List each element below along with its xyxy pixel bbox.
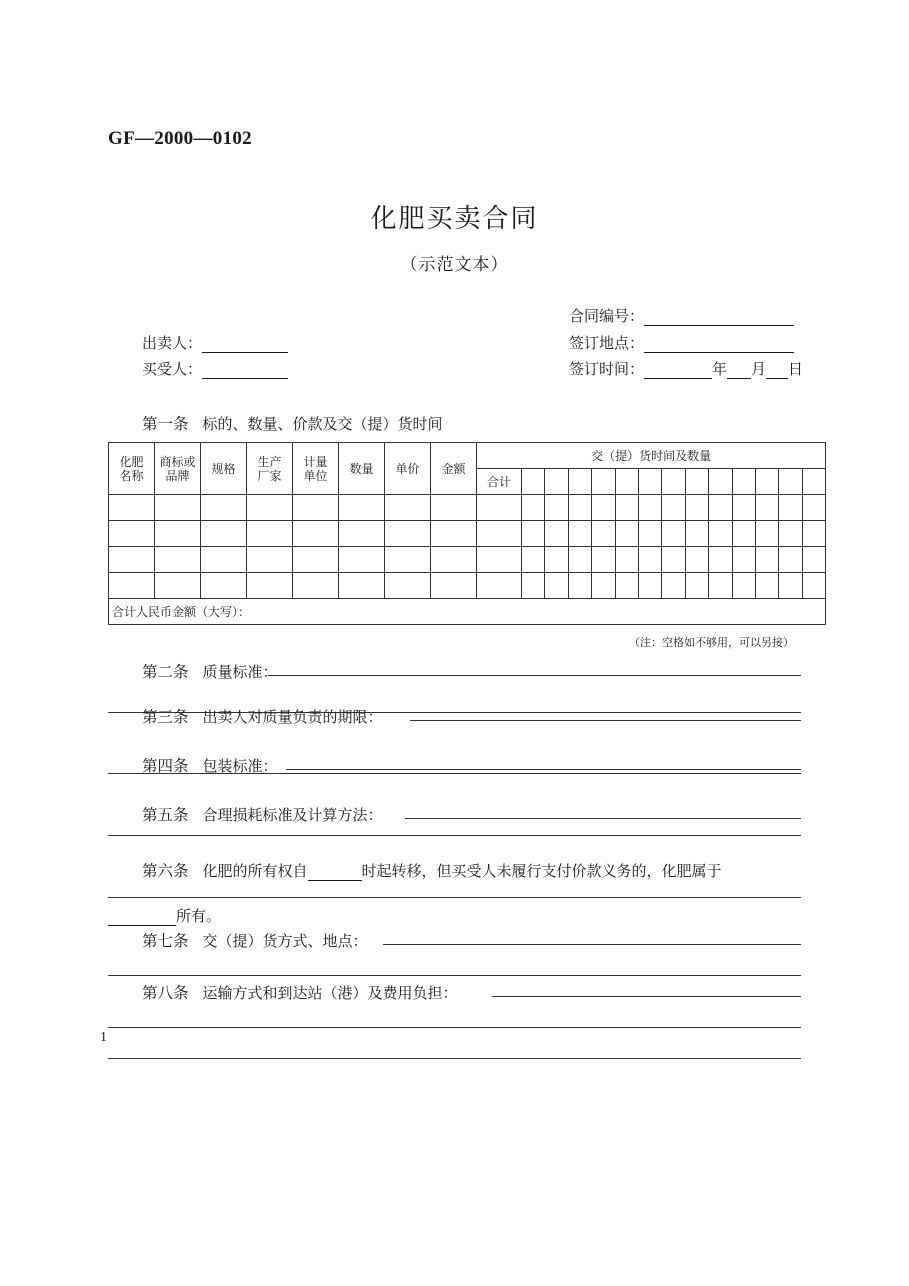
rule-line: [108, 835, 801, 836]
sign-time-field: [569, 358, 803, 379]
rule-line: [108, 773, 801, 774]
page-number: 1: [100, 1030, 107, 1045]
article-6-blank-time: [308, 868, 362, 881]
article-6-cont: 所有。: [108, 905, 221, 926]
article-6-blank-owner: [108, 913, 176, 926]
document-subtitle: （示范文本）: [400, 255, 509, 275]
table-header-row: [109, 443, 826, 469]
table-row: [109, 547, 826, 573]
year-blank: [644, 362, 712, 379]
header-unit: 计量 单位: [293, 443, 339, 495]
header-quantity: 数量: [339, 443, 385, 495]
rule-line: [108, 975, 801, 976]
rule-line: [108, 1058, 801, 1059]
article-7-blank: [383, 944, 801, 945]
article-3-blank: [410, 720, 801, 721]
month-label: 月: [751, 360, 767, 378]
table-total-row: [109, 599, 826, 625]
article-4-blank: [286, 769, 801, 770]
rule-line: [108, 897, 801, 898]
header-subtotal: 合计: [477, 469, 522, 495]
year-label: 年: [712, 360, 728, 378]
article-3: 第三条 出卖人对质量负责的期限：: [142, 708, 383, 726]
header-brand: 商标或 品牌: [155, 443, 201, 495]
article-8: 第八条 运输方式和到达站（港）及费用负担：: [142, 984, 458, 1002]
article-7: 第七条 交（提）货方式、地点：: [142, 932, 368, 950]
day-label: 日: [788, 360, 804, 378]
contract-no-blank: [644, 309, 794, 326]
day-blank: [766, 362, 788, 379]
article-2: 第二条 质量标准：: [142, 663, 278, 681]
table-note: （注：空格如不够用，可以另接）: [629, 636, 794, 649]
header-name: 化肥 名称: [109, 443, 155, 495]
sign-place-blank: [644, 336, 794, 353]
header-delivery: 交（提）货时间及数量: [477, 443, 826, 469]
article-1-num: 第一条: [142, 415, 189, 433]
buyer-field: [142, 358, 288, 379]
header-amount: 金额: [431, 443, 477, 495]
article-4: 第四条 包装标准：: [142, 757, 278, 775]
rule-line: [108, 1027, 801, 1028]
article-6: 第六条 化肥的所有权自 时起转移，但买受人未履行支付价款义务的，化肥属于: [142, 862, 722, 880]
header-manufacturer: 生产 厂家: [247, 443, 293, 495]
contract-no-field: [569, 305, 794, 326]
header-spec: 规格: [201, 443, 247, 495]
seller-field: [142, 332, 288, 353]
article-1-text: 标的、数量、价款及交（提）货时间: [202, 415, 443, 433]
buyer-blank: [202, 362, 288, 379]
document-title: 化肥买卖合同: [370, 204, 539, 234]
table-row: [109, 573, 826, 599]
header-unit-price: 单价: [385, 443, 431, 495]
article-5: 第五条 合理损耗标准及计算方法：: [142, 806, 383, 824]
table-row: [109, 495, 826, 521]
article-1: [142, 412, 443, 434]
total-amount-label: 合计人民币金额（大写）：: [109, 599, 826, 625]
document-code: GF—2000—0102: [108, 128, 252, 149]
sign-time-label: 签订时间：: [569, 360, 645, 378]
goods-table: [108, 442, 826, 625]
table-row: [109, 521, 826, 547]
article-2-blank: [268, 675, 801, 676]
sign-place-field: [569, 332, 794, 353]
article-8-blank: [492, 996, 801, 997]
month-blank: [727, 362, 751, 379]
seller-label: 出卖人：: [142, 334, 203, 352]
buyer-label: 买受人：: [142, 360, 203, 378]
seller-blank: [202, 336, 288, 353]
sign-place-label: 签订地点：: [569, 334, 645, 352]
contract-no-label: 合同编号：: [569, 307, 645, 325]
article-5-blank: [405, 818, 801, 819]
